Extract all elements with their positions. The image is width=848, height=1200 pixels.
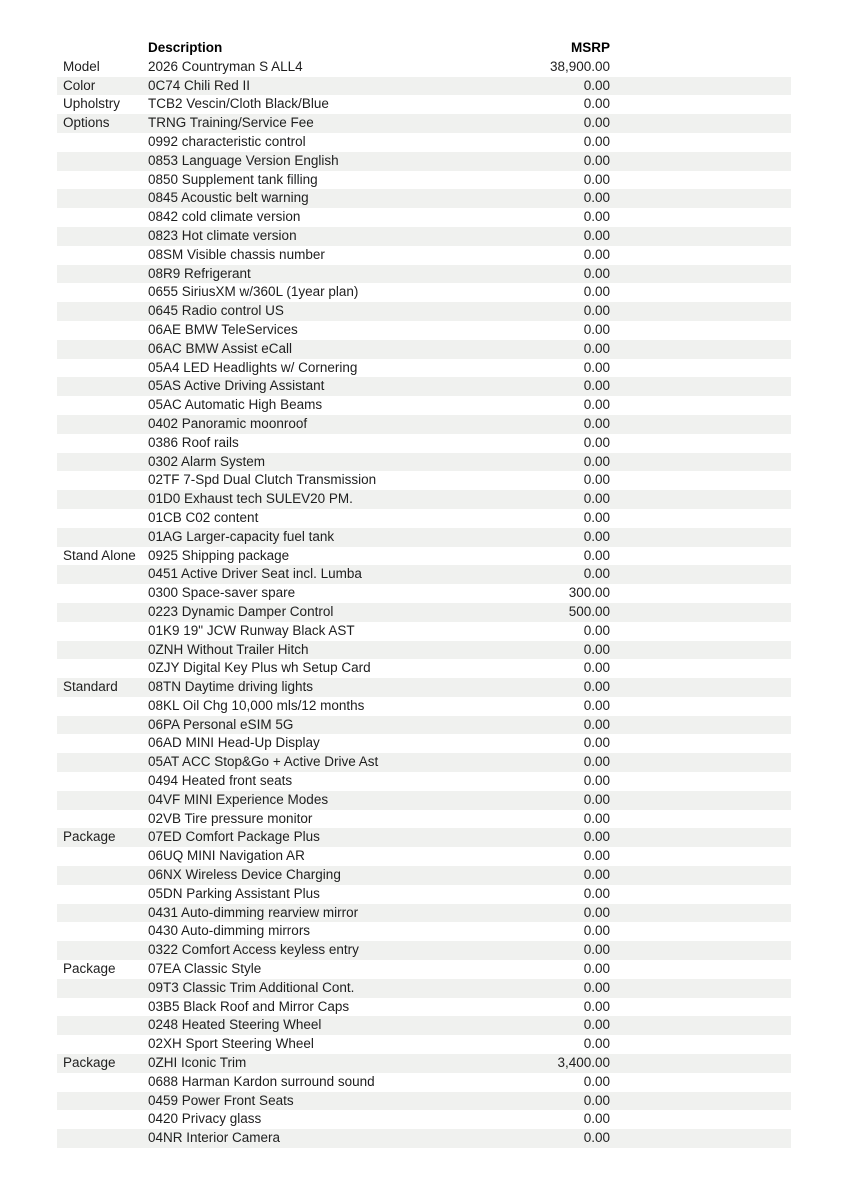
- category-cell: [57, 171, 148, 190]
- category-cell: [57, 810, 148, 829]
- description-cell: 0402 Panoramic moonroof: [148, 415, 308, 431]
- row-filler: [610, 58, 791, 77]
- category-cell: [57, 265, 148, 284]
- table-row: [57, 95, 791, 114]
- msrp-cell: 0.00: [583, 961, 610, 977]
- description-cell: 0386 Roof rails: [148, 434, 239, 450]
- category-cell: [57, 415, 148, 434]
- description-cell: 09T3 Classic Trim Additional Cont.: [148, 979, 355, 995]
- category-cell: [57, 659, 148, 678]
- description-cell: 02XH Sport Steering Wheel: [148, 1036, 314, 1052]
- category-cell: [57, 979, 148, 998]
- category-cell: [57, 791, 148, 810]
- category-cell: [57, 509, 148, 528]
- msrp-cell: 0.00: [583, 923, 610, 939]
- table-row: [57, 772, 791, 791]
- row-filler: [610, 866, 791, 885]
- description-cell: 06AC BMW Assist eCall: [148, 340, 293, 356]
- row-filler: [610, 377, 791, 396]
- msrp-cell: 0.00: [583, 716, 610, 732]
- table-row: [57, 565, 791, 584]
- row-filler: [610, 885, 791, 904]
- table-row: [57, 509, 791, 528]
- table-row: [57, 133, 791, 152]
- row-filler: [610, 283, 791, 302]
- description-cell: 0ZNH Without Trailer Hitch: [148, 641, 309, 657]
- msrp-cell: 0.00: [583, 754, 610, 770]
- description-cell: 01AG Larger-capacity fuel tank: [148, 528, 335, 544]
- table-row: [57, 904, 791, 923]
- description-cell: 05AS Active Driving Assistant: [148, 378, 325, 394]
- row-filler: [610, 1073, 791, 1092]
- table-row: [57, 828, 791, 847]
- row-filler: [610, 547, 791, 566]
- description-cell: 06NX Wireless Device Charging: [148, 867, 341, 883]
- description-cell: 05AT ACC Stop&Go + Active Drive Ast: [148, 754, 379, 770]
- row-filler: [610, 453, 791, 472]
- category-cell: [57, 922, 148, 941]
- msrp-cell: 0.00: [583, 998, 610, 1014]
- msrp-cell: 0.00: [583, 227, 610, 243]
- msrp-cell: 0.00: [583, 547, 610, 563]
- msrp-cell: 0.00: [583, 660, 610, 676]
- msrp-cell: 0.00: [583, 791, 610, 807]
- table-row: [57, 753, 791, 772]
- category-header-cell: [57, 39, 148, 58]
- table-row: [57, 603, 791, 622]
- row-filler: [610, 321, 791, 340]
- msrp-cell: 500.00: [568, 603, 610, 619]
- category-cell: [57, 302, 148, 321]
- category-cell: [57, 189, 148, 208]
- category-cell: [57, 584, 148, 603]
- msrp-cell: 0.00: [583, 829, 610, 845]
- msrp-cell: 38,900.00: [549, 58, 610, 74]
- msrp-cell: 0.00: [583, 773, 610, 789]
- description-cell: 2026 Countryman S ALL4: [148, 58, 303, 74]
- description-cell: 0850 Supplement tank filling: [148, 171, 318, 187]
- category-cell: [57, 283, 148, 302]
- table-row: [57, 265, 791, 284]
- description-cell: 0925 Shipping package: [148, 547, 290, 563]
- description-cell: 03B5 Black Roof and Mirror Caps: [148, 998, 350, 1014]
- category-cell: [57, 772, 148, 791]
- table-row: [57, 885, 791, 904]
- msrp-cell: 0.00: [583, 190, 610, 206]
- row-filler: [610, 340, 791, 359]
- description-cell: 0655 SiriusXM w/360L (1year plan): [148, 284, 359, 300]
- row-filler: [610, 697, 791, 716]
- table-row: [57, 321, 791, 340]
- category-cell: [57, 998, 148, 1017]
- description-cell: 02VB Tire pressure monitor: [148, 810, 313, 826]
- table-row: [57, 246, 791, 265]
- category-cell: [57, 904, 148, 923]
- description-cell: 08SM Visible chassis number: [148, 246, 325, 262]
- category-cell: [57, 753, 148, 772]
- category-cell: [57, 340, 148, 359]
- table-row: [57, 434, 791, 453]
- row-filler: [610, 509, 791, 528]
- msrp-cell: 0.00: [583, 152, 610, 168]
- row-filler: [610, 471, 791, 490]
- description-cell: 0853 Language Version English: [148, 152, 339, 168]
- msrp-cell: 3,400.00: [557, 1055, 610, 1071]
- description-cell: 0248 Heated Steering Wheel: [148, 1017, 322, 1033]
- table-row: [57, 152, 791, 171]
- row-filler: [610, 302, 791, 321]
- description-cell: 0430 Auto-dimming mirrors: [148, 923, 311, 939]
- row-filler: [610, 114, 791, 133]
- description-cell: 0823 Hot climate version: [148, 227, 297, 243]
- description-cell: 0459 Power Front Seats: [148, 1092, 294, 1108]
- row-filler: [610, 998, 791, 1017]
- table-row: [57, 998, 791, 1017]
- table-row: [57, 960, 791, 979]
- description-cell: 0223 Dynamic Damper Control: [148, 603, 334, 619]
- description-cell: 06UQ MINI Navigation AR: [148, 848, 305, 864]
- msrp-cell: 0.00: [583, 641, 610, 657]
- table-row: [57, 1110, 791, 1129]
- msrp-cell: 0.00: [583, 810, 610, 826]
- table-row: [57, 359, 791, 378]
- table-row: [57, 941, 791, 960]
- table-row: [57, 1054, 791, 1073]
- category-cell: Package: [63, 829, 116, 845]
- category-cell: [57, 246, 148, 265]
- row-filler: [610, 1016, 791, 1035]
- row-filler: [610, 904, 791, 923]
- category-cell: Options: [63, 115, 110, 131]
- table-row: [57, 847, 791, 866]
- msrp-cell: 0.00: [583, 566, 610, 582]
- category-cell: [57, 622, 148, 641]
- row-filler: [610, 265, 791, 284]
- table-row: [57, 77, 791, 96]
- msrp-cell: 300.00: [568, 585, 610, 601]
- row-filler: [610, 359, 791, 378]
- category-cell: Package: [63, 961, 116, 977]
- row-filler: [610, 490, 791, 509]
- row-filler: [610, 246, 791, 265]
- msrp-cell: 0.00: [583, 848, 610, 864]
- table-row: [57, 584, 791, 603]
- msrp-header-cell: MSRP: [570, 40, 610, 55]
- description-cell: 0992 characteristic control: [148, 133, 306, 149]
- row-filler: [610, 847, 791, 866]
- category-cell: [57, 1035, 148, 1054]
- description-cell: 05A4 LED Headlights w/ Cornering: [148, 359, 358, 375]
- description-cell: 07ED Comfort Package Plus: [148, 829, 320, 845]
- description-cell: 08TN Daytime driving lights: [148, 679, 314, 695]
- row-filler: [610, 528, 791, 547]
- row-filler: [610, 941, 791, 960]
- row-filler: [610, 95, 791, 114]
- msrp-cell: 0.00: [583, 1017, 610, 1033]
- category-cell: [57, 208, 148, 227]
- table-row: [57, 866, 791, 885]
- table-row: [57, 302, 791, 321]
- description-cell: 08KL Oil Chg 10,000 mls/12 months: [148, 697, 365, 713]
- category-cell: [57, 1092, 148, 1111]
- msrp-cell: 0.00: [583, 284, 610, 300]
- category-cell: [57, 490, 148, 509]
- table-row: [57, 471, 791, 490]
- table-row: [57, 340, 791, 359]
- description-cell: 06PA Personal eSIM 5G: [148, 716, 294, 732]
- category-cell: Color: [63, 77, 96, 93]
- category-cell: [57, 453, 148, 472]
- description-cell: 0494 Heated front seats: [148, 773, 293, 789]
- category-cell: [57, 227, 148, 246]
- row-filler: [610, 152, 791, 171]
- row-filler: [610, 678, 791, 697]
- description-cell: 0645 Radio control US: [148, 303, 284, 319]
- table-row: [57, 415, 791, 434]
- row-filler: [610, 1092, 791, 1111]
- category-cell: [57, 603, 148, 622]
- description-cell: 07EA Classic Style: [148, 961, 262, 977]
- category-cell: [57, 321, 148, 340]
- description-cell: 04NR Interior Camera: [148, 1130, 281, 1146]
- row-filler: [610, 960, 791, 979]
- row-filler: [610, 434, 791, 453]
- description-cell: 01D0 Exhaust tech SULEV20 PM.: [148, 491, 353, 507]
- msrp-cell: 0.00: [583, 867, 610, 883]
- msrp-cell: 0.00: [583, 265, 610, 281]
- table-row: [57, 114, 791, 133]
- row-filler: [610, 565, 791, 584]
- description-cell: 08R9 Refrigerant: [148, 265, 251, 281]
- category-cell: [57, 866, 148, 885]
- row-filler: [610, 810, 791, 829]
- pricing-table: [57, 39, 791, 1148]
- msrp-cell: 0.00: [583, 378, 610, 394]
- table-row: [57, 528, 791, 547]
- description-cell: 06AD MINI Head-Up Display: [148, 735, 320, 751]
- table-row: [57, 547, 791, 566]
- row-filler: [610, 77, 791, 96]
- row-filler: [610, 753, 791, 772]
- msrp-cell: 0.00: [583, 885, 610, 901]
- category-cell: [57, 396, 148, 415]
- row-filler: [610, 716, 791, 735]
- description-cell: 05DN Parking Assistant Plus: [148, 885, 320, 901]
- row-filler: [610, 396, 791, 415]
- msrp-cell: 0.00: [583, 1111, 610, 1127]
- row-filler: [610, 734, 791, 753]
- msrp-cell: 0.00: [583, 133, 610, 149]
- category-cell: Upholstry: [63, 96, 121, 112]
- row-filler: [610, 979, 791, 998]
- description-cell: 02TF 7-Spd Dual Clutch Transmission: [148, 472, 377, 488]
- table-row: [57, 1073, 791, 1092]
- description-cell: 05AC Automatic High Beams: [148, 397, 323, 413]
- description-cell: 0322 Comfort Access keyless entry: [148, 942, 359, 958]
- table-row: [57, 716, 791, 735]
- table-row: [57, 641, 791, 660]
- table-row: [57, 189, 791, 208]
- row-filler: [610, 584, 791, 603]
- msrp-cell: 0.00: [583, 171, 610, 187]
- msrp-cell: 0.00: [583, 491, 610, 507]
- msrp-cell: 0.00: [583, 979, 610, 995]
- msrp-cell: 0.00: [583, 472, 610, 488]
- msrp-cell: 0.00: [583, 359, 610, 375]
- msrp-cell: 0.00: [583, 96, 610, 112]
- msrp-cell: 0.00: [583, 434, 610, 450]
- category-cell: [57, 359, 148, 378]
- msrp-cell: 0.00: [583, 1036, 610, 1052]
- table-row: [57, 1035, 791, 1054]
- category-cell: [57, 847, 148, 866]
- row-filler: [610, 208, 791, 227]
- msrp-cell: 0.00: [583, 697, 610, 713]
- category-cell: [57, 1129, 148, 1148]
- table-row: [57, 171, 791, 190]
- table-header-row: [57, 39, 791, 58]
- description-cell: 06AE BMW TeleServices: [148, 321, 298, 337]
- description-cell: 0ZHI Iconic Trim: [148, 1055, 247, 1071]
- header-filler: [610, 39, 791, 58]
- msrp-cell: 0.00: [583, 509, 610, 525]
- row-filler: [610, 772, 791, 791]
- msrp-cell: 0.00: [583, 904, 610, 920]
- table-row: [57, 490, 791, 509]
- row-filler: [610, 415, 791, 434]
- row-filler: [610, 659, 791, 678]
- description-cell: 0420 Privacy glass: [148, 1111, 262, 1127]
- row-filler: [610, 791, 791, 810]
- category-cell: Standard: [63, 679, 118, 695]
- category-cell: [57, 697, 148, 716]
- table-row: [57, 734, 791, 753]
- description-header-cell: Description: [148, 40, 223, 55]
- table-row: [57, 377, 791, 396]
- msrp-cell: 0.00: [583, 735, 610, 751]
- row-filler: [610, 922, 791, 941]
- msrp-cell: 0.00: [583, 679, 610, 695]
- category-cell: [57, 377, 148, 396]
- table-row: [57, 208, 791, 227]
- table-row: [57, 810, 791, 829]
- table-row: [57, 622, 791, 641]
- category-cell: Stand Alone: [63, 547, 136, 563]
- msrp-cell: 0.00: [583, 622, 610, 638]
- category-cell: [57, 734, 148, 753]
- description-cell: 0845 Acoustic belt warning: [148, 190, 309, 206]
- category-cell: [57, 471, 148, 490]
- msrp-cell: 0.00: [583, 397, 610, 413]
- table-row: [57, 791, 791, 810]
- table-row: [57, 1129, 791, 1148]
- category-cell: [57, 716, 148, 735]
- row-filler: [610, 171, 791, 190]
- table-row: [57, 58, 791, 77]
- row-filler: [610, 641, 791, 660]
- msrp-cell: 0.00: [583, 246, 610, 262]
- row-filler: [610, 133, 791, 152]
- category-cell: [57, 1110, 148, 1129]
- table-row: [57, 659, 791, 678]
- msrp-cell: 0.00: [583, 415, 610, 431]
- msrp-cell: 0.00: [583, 453, 610, 469]
- category-cell: [57, 641, 148, 660]
- description-cell: 0C74 Chili Red II: [148, 77, 251, 93]
- description-cell: TRNG Training/Service Fee: [148, 115, 314, 131]
- msrp-cell: 0.00: [583, 942, 610, 958]
- table-row: [57, 979, 791, 998]
- description-cell: 0451 Active Driver Seat incl. Lumba: [148, 566, 362, 582]
- category-cell: Package: [63, 1055, 116, 1071]
- description-cell: 0ZJY Digital Key Plus wh Setup Card: [148, 660, 371, 676]
- category-cell: [57, 1016, 148, 1035]
- description-cell: TCB2 Vescin/Cloth Black/Blue: [148, 96, 329, 112]
- category-cell: [57, 885, 148, 904]
- msrp-cell: 0.00: [583, 1092, 610, 1108]
- msrp-cell: 0.00: [583, 1073, 610, 1089]
- description-cell: 0842 cold climate version: [148, 209, 301, 225]
- category-cell: [57, 528, 148, 547]
- description-cell: 01K9 19" JCW Runway Black AST: [148, 622, 355, 638]
- table-row: [57, 453, 791, 472]
- category-cell: Model: [63, 58, 100, 74]
- row-filler: [610, 828, 791, 847]
- description-cell: 0300 Space-saver spare: [148, 585, 296, 601]
- table-row: [57, 1092, 791, 1111]
- row-filler: [610, 1054, 791, 1073]
- table-row: [57, 1016, 791, 1035]
- row-filler: [610, 227, 791, 246]
- table-row: [57, 678, 791, 697]
- msrp-cell: 0.00: [583, 77, 610, 93]
- table-row: [57, 922, 791, 941]
- row-filler: [610, 1035, 791, 1054]
- row-filler: [610, 603, 791, 622]
- table-row: [57, 283, 791, 302]
- category-cell: [57, 1073, 148, 1092]
- category-cell: [57, 941, 148, 960]
- table-row: [57, 697, 791, 716]
- category-cell: [57, 565, 148, 584]
- description-cell: 04VF MINI Experience Modes: [148, 791, 329, 807]
- description-cell: 01CB C02 content: [148, 509, 259, 525]
- category-cell: [57, 152, 148, 171]
- msrp-cell: 0.00: [583, 528, 610, 544]
- msrp-cell: 0.00: [583, 340, 610, 356]
- description-cell: 0688 Harman Kardon surround sound: [148, 1073, 375, 1089]
- category-cell: [57, 434, 148, 453]
- category-cell: [57, 133, 148, 152]
- row-filler: [610, 189, 791, 208]
- description-cell: 0431 Auto-dimming rearview mirror: [148, 904, 359, 920]
- table-row: [57, 396, 791, 415]
- msrp-cell: 0.00: [583, 115, 610, 131]
- row-filler: [610, 622, 791, 641]
- msrp-cell: 0.00: [583, 321, 610, 337]
- msrp-cell: 0.00: [583, 1130, 610, 1146]
- msrp-cell: 0.00: [583, 209, 610, 225]
- row-filler: [610, 1129, 791, 1148]
- description-cell: 0302 Alarm System: [148, 453, 266, 469]
- msrp-cell: 0.00: [583, 303, 610, 319]
- table-row: [57, 227, 791, 246]
- row-filler: [610, 1110, 791, 1129]
